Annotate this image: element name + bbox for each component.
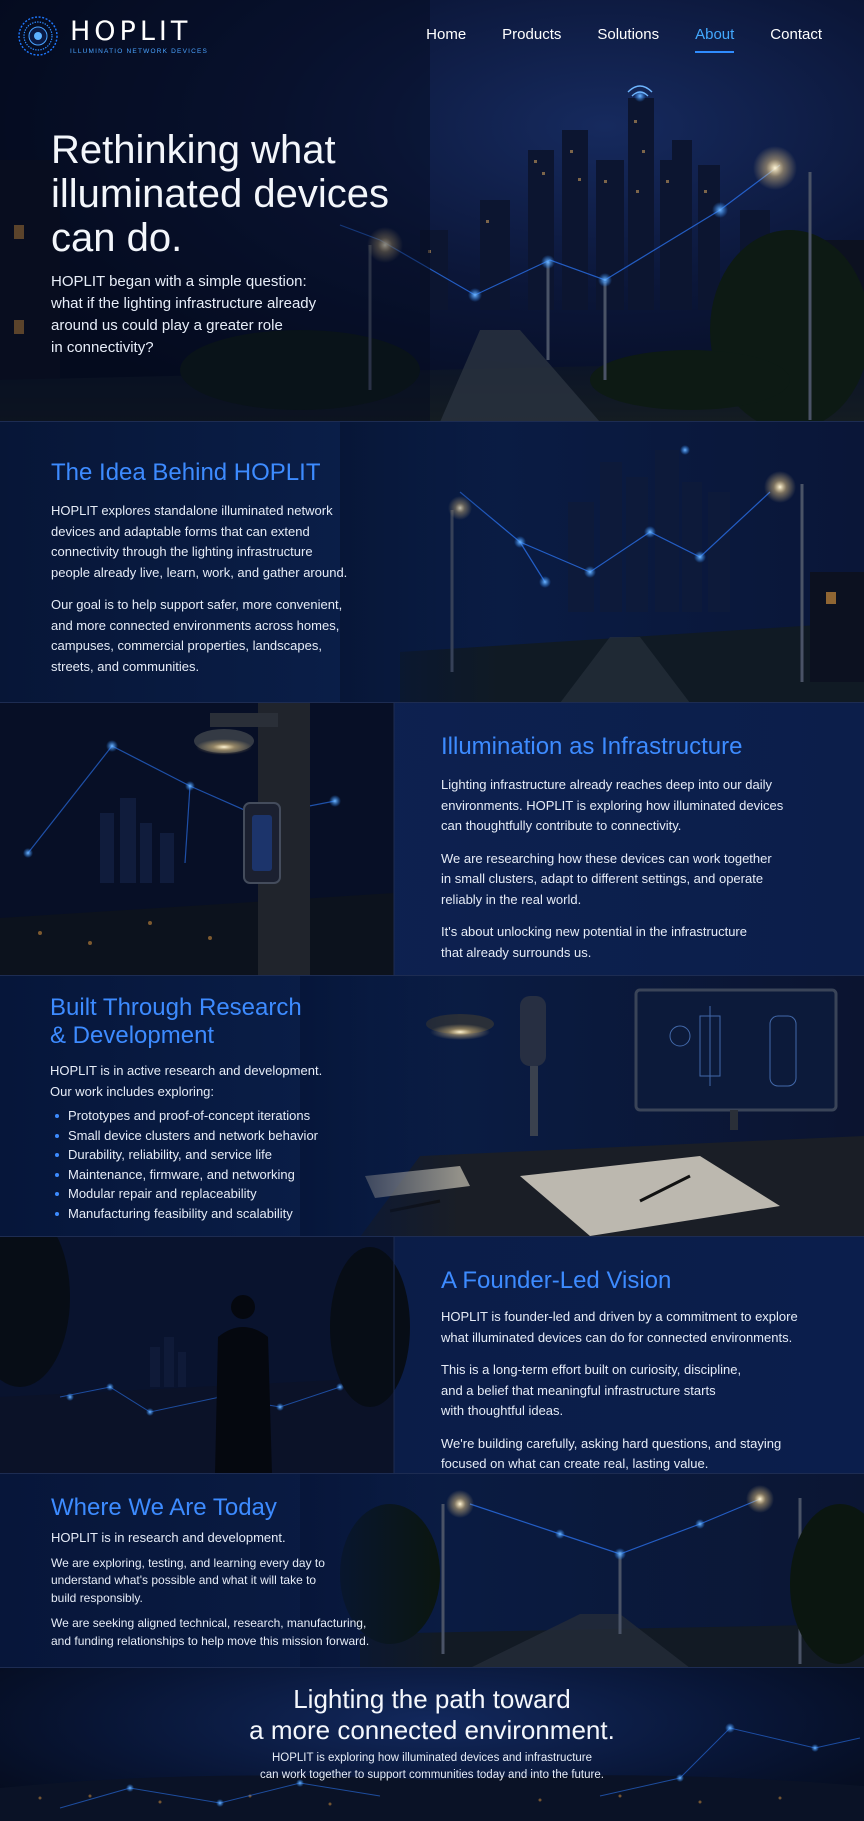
research-section: [0, 976, 864, 1237]
closing-body-line: HOPLIT is exploring how illuminated devices and infrastructure: [271, 1752, 593, 1764]
founder-line: We're building carefully, asking hard questions, and staying: [441, 1435, 782, 1451]
list-item: Maintenance, firmware, and networking: [50, 1165, 370, 1185]
nav-solutions[interactable]: Solutions: [597, 25, 660, 43]
founder-line: and a belief that meaningful infrastructure starts: [441, 1382, 716, 1398]
nav-home[interactable]: Home: [426, 25, 467, 43]
nav-contact[interactable]: Contact: [770, 25, 822, 43]
illumination-paragraph: [441, 849, 841, 911]
today-line: build responsibly.: [51, 1590, 143, 1605]
illumination-line: environments. HOPLIT is exploring how illuminated devices: [441, 797, 784, 813]
idea-line: streets, and communities.: [51, 658, 200, 674]
research-title: [50, 994, 350, 1050]
idea-paragraph: [51, 595, 361, 677]
brand-name: HOPLIT: [70, 15, 192, 47]
today-line: and funding relationships to help move this mission forward.: [51, 1633, 370, 1648]
founder-line: what illuminated devices can do for connected environments.: [441, 1329, 793, 1345]
list-item: Prototypes and proof-of-concept iterations: [50, 1106, 370, 1126]
hero-body-line: HOPLIT began with a simple question:: [51, 273, 307, 290]
today-title: Where We Are Today: [51, 1494, 277, 1521]
hero-body-line: around us could play a greater role: [51, 317, 283, 334]
illumination-paragraph: [441, 775, 841, 837]
main-nav: [426, 26, 822, 47]
today-section: [0, 1474, 864, 1668]
idea-title: The Idea Behind HOPLIT: [51, 459, 321, 486]
founder-body: [441, 1307, 841, 1474]
hero-body-line: in connectivity?: [51, 339, 154, 356]
today-paragraph: [51, 1555, 381, 1608]
closing-body: [0, 1750, 864, 1784]
idea-line: and more connected environments across homes,: [51, 617, 340, 633]
list-item: Manufacturing feasibility and scalability: [50, 1204, 370, 1224]
illumination-line: reliably in the real world.: [441, 891, 582, 907]
list-item: Modular repair and replaceability: [50, 1184, 370, 1204]
research-title-line: & Development: [50, 1022, 215, 1049]
idea-paragraph: [51, 501, 361, 583]
brand-tagline: ILLUMINATIO NETWORK DEVICES: [70, 47, 209, 55]
closing-title: [0, 1684, 864, 1746]
founder-line: with thoughtful ideas.: [441, 1403, 564, 1418]
site-header: [0, 0, 864, 72]
idea-line: HOPLIT explores standalone illuminated network: [51, 503, 333, 518]
founder-line: HOPLIT is founder-led and driven by a commitment to explore: [441, 1309, 798, 1324]
idea-body: [51, 501, 361, 689]
brand[interactable]: [16, 14, 208, 58]
research-bullet-list: [50, 1106, 370, 1223]
closing-title-line: Lighting the path toward: [293, 1684, 571, 1714]
founder-paragraph: [441, 1360, 841, 1422]
research-title-line: Built Through Research: [50, 994, 302, 1021]
closing-title-line: a more connected environment.: [249, 1715, 615, 1745]
illumination-title: Illumination as Infrastructure: [441, 733, 743, 760]
today-line: HOPLIT is in research and development.: [51, 1530, 286, 1545]
idea-line: devices and adaptable forms that can extend: [51, 523, 310, 539]
today-line: We are seeking aligned technical, research, manufacturing,: [51, 1616, 367, 1630]
hero-title-line: can do.: [51, 216, 183, 260]
illumination-line: in small clusters, adapt to different settings, and operate: [441, 871, 764, 886]
closing-cta-section: [0, 1668, 864, 1821]
founder-line: focused on what can create real, lasting value.: [441, 1456, 709, 1471]
list-item: Small device clusters and network behavior: [50, 1126, 370, 1146]
idea-line: campuses, commercial properties, landscapes,: [51, 638, 322, 653]
today-paragraph: [51, 1529, 381, 1547]
illumination-line: Lighting infrastructure already reaches deep into our daily: [441, 777, 772, 792]
illumination-paragraph: [441, 922, 841, 963]
idea-section: [0, 422, 864, 703]
founder-line: This is a long-term effort built on curiosity, discipline,: [441, 1362, 742, 1377]
illumination-section: [0, 703, 864, 976]
hoplit-logo-icon: [16, 14, 60, 58]
hero-title: [51, 128, 411, 260]
illumination-line: It's about unlocking new potential in the infrastructure: [441, 924, 747, 939]
illumination-line: can thoughtfully contribute to connectivity.: [441, 818, 682, 833]
today-body: [51, 1529, 381, 1662]
hero-body: [51, 271, 321, 359]
illumination-line: We are researching how these devices can work together: [441, 850, 772, 866]
hero-body-line: what if the lighting infrastructure already: [51, 295, 317, 312]
hero-title-line: illuminated devices: [51, 172, 389, 216]
founder-section: [0, 1237, 864, 1474]
today-line: We are exploring, testing, and learning every day to: [51, 1555, 325, 1570]
idea-line: people already live, learn, work, and gather around.: [51, 564, 348, 580]
illumination-line: that already surrounds us.: [441, 944, 592, 960]
nav-products[interactable]: Products: [502, 25, 562, 43]
today-paragraph: [51, 1615, 381, 1650]
founder-paragraph: [441, 1434, 841, 1475]
hero-title-line: Rethinking what: [51, 128, 336, 172]
idea-line: connectivity through the lighting infrastructure: [51, 544, 313, 559]
founder-paragraph: [441, 1307, 841, 1348]
idea-line: Our goal is to help support safer, more convenient,: [51, 597, 343, 612]
illumination-body: [441, 775, 841, 975]
research-intro: [50, 1061, 350, 1102]
research-intro-line: Our work includes exploring:: [50, 1083, 215, 1099]
closing-body-line: can work together to support communities today and into the future.: [260, 1769, 604, 1781]
founder-title: A Founder-Led Vision: [441, 1267, 672, 1294]
list-item: Durability, reliability, and service life: [50, 1145, 370, 1165]
nav-about[interactable]: About: [695, 26, 734, 47]
research-intro-line: HOPLIT is in active research and development.: [50, 1063, 323, 1078]
today-line: understand what's possible and what it will take to: [51, 1573, 317, 1587]
